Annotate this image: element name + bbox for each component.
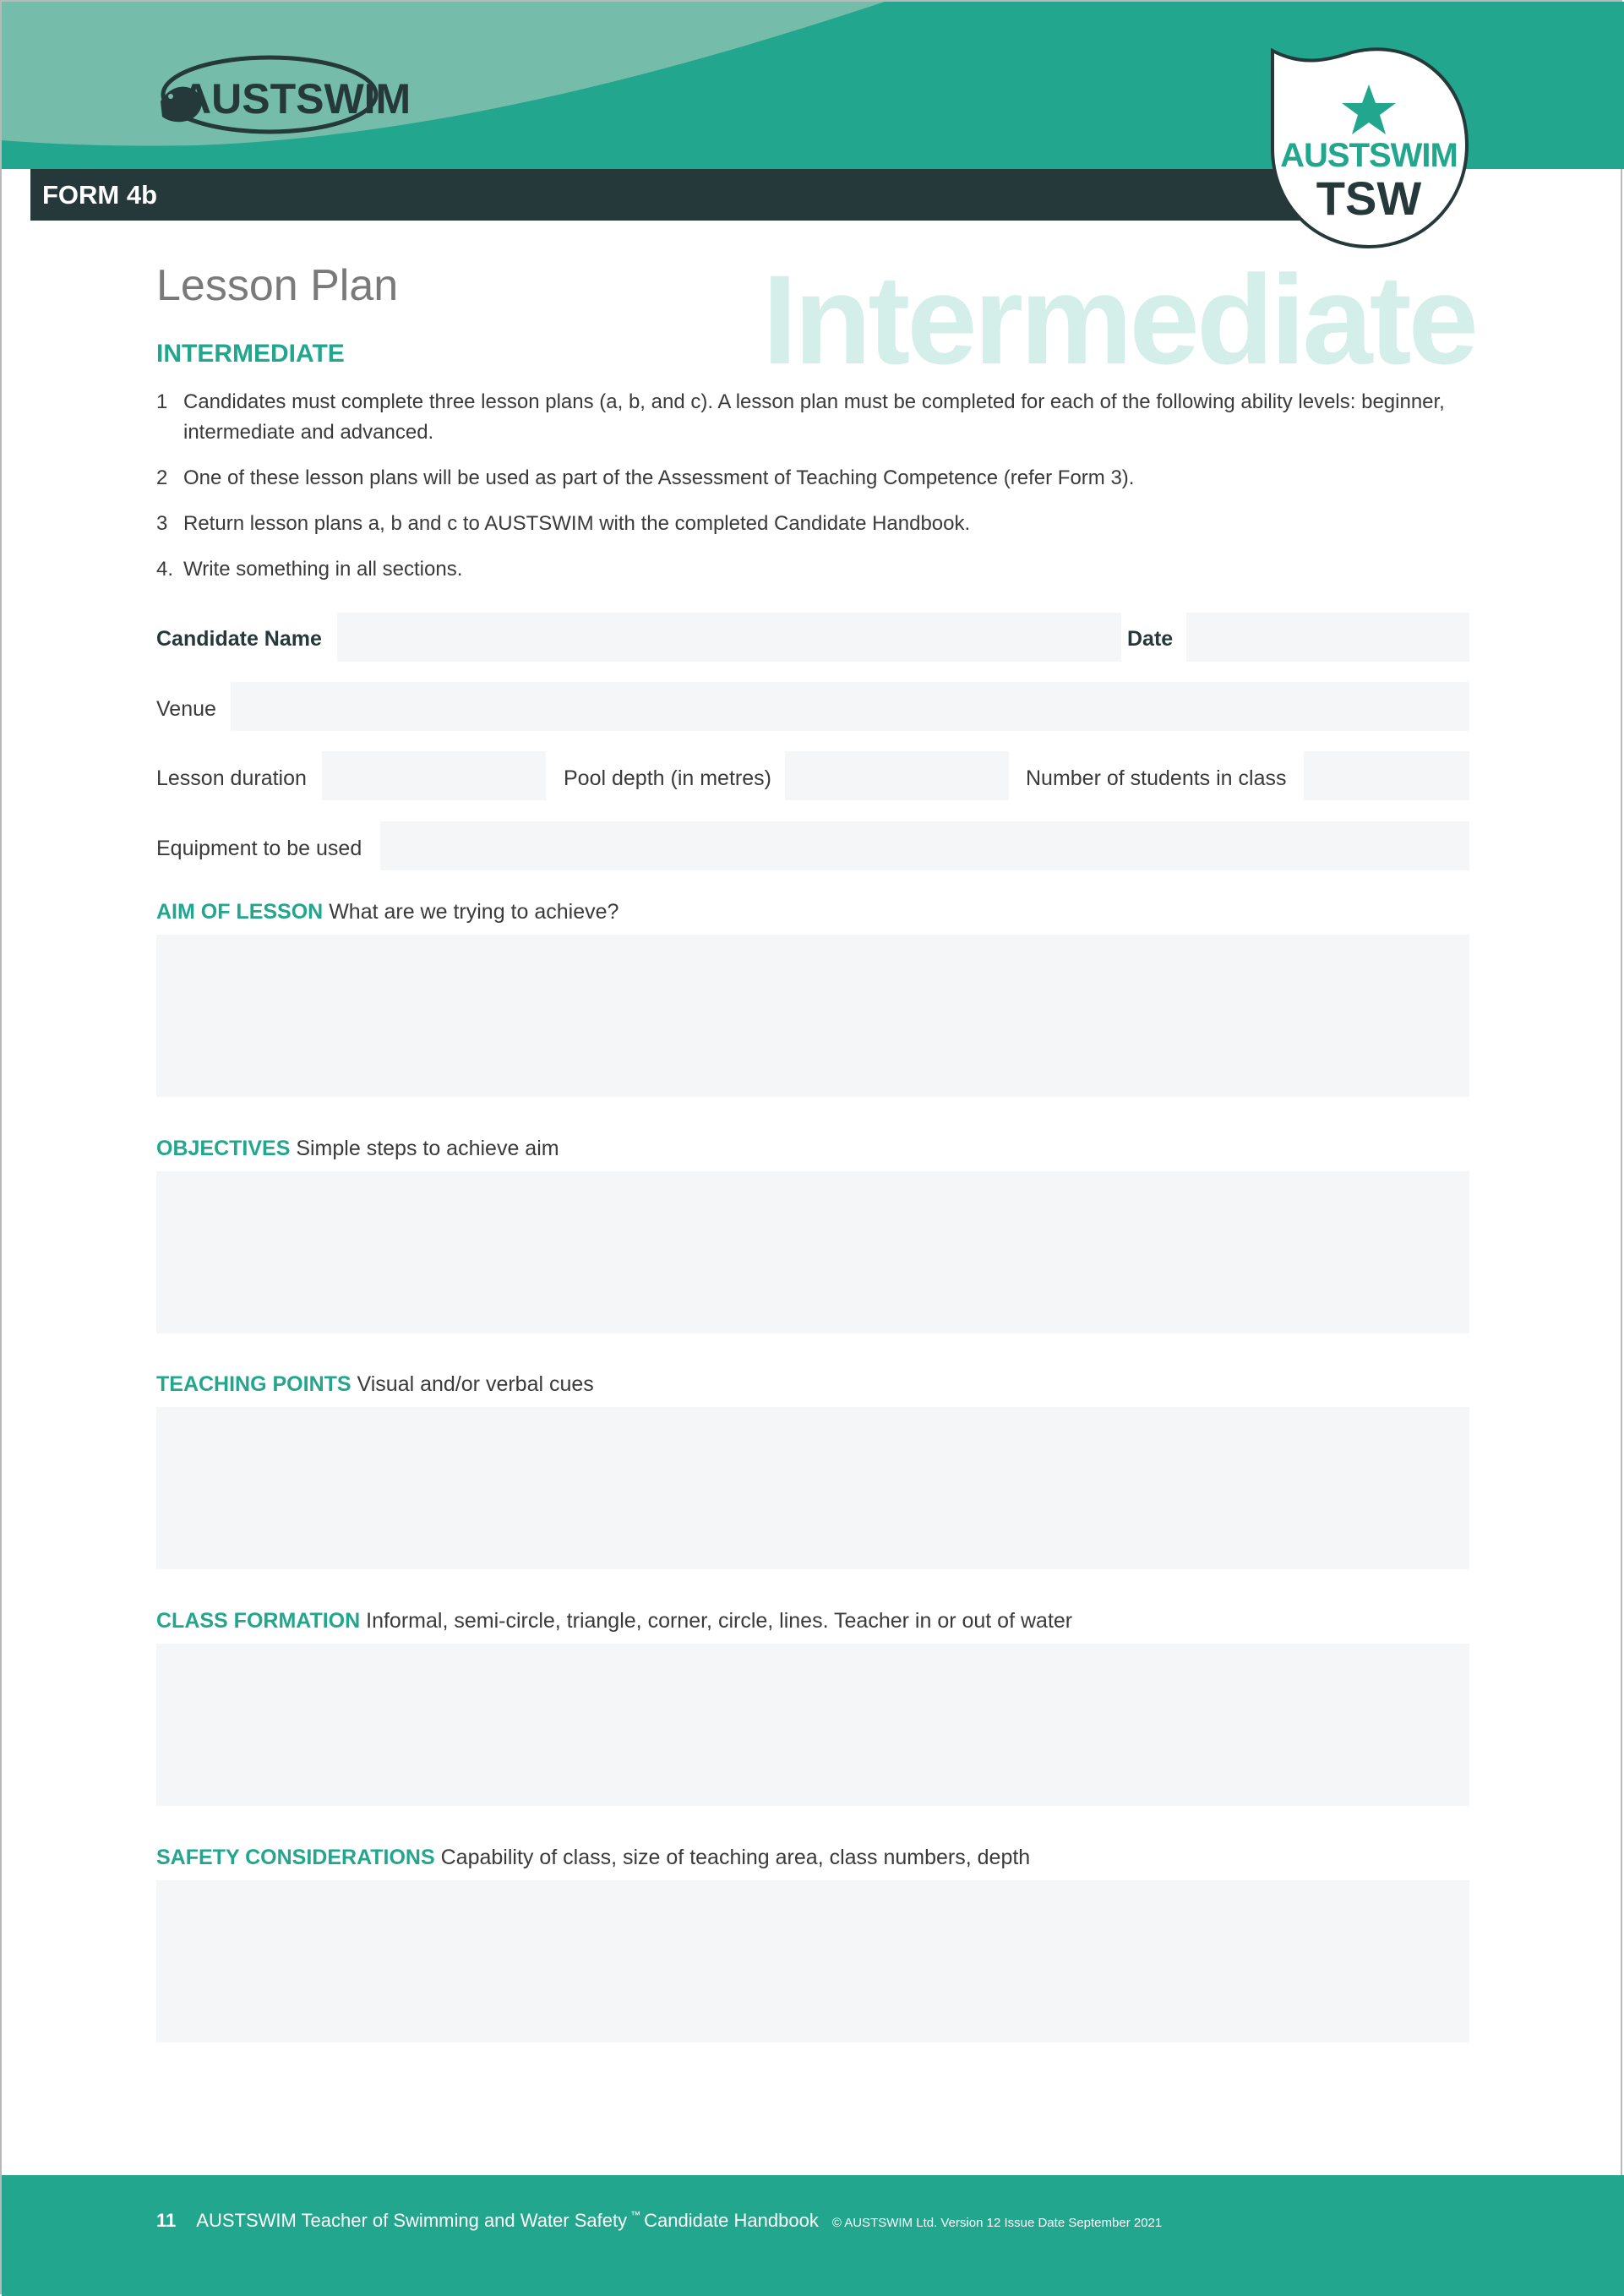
safety-field[interactable]: [156, 1880, 1469, 2042]
teaching-points-heading: [156, 1372, 594, 1397]
class-formation-key: CLASS FORMATION: [156, 1609, 361, 1633]
footer-copyright: © AUSTSWIM Ltd. Version 12 Issue Date September 2021: [831, 2216, 1163, 2230]
teaching-points-key: TEACHING POINTS: [156, 1372, 352, 1396]
austswim-logo: [154, 51, 411, 144]
teaching-points-field[interactable]: [156, 1407, 1469, 1569]
footer: [156, 2210, 1162, 2235]
aim-heading: [156, 900, 619, 924]
objectives-desc: Simple steps to achieve aim: [296, 1137, 559, 1160]
pool-depth-field[interactable]: [785, 751, 1009, 800]
venue-label: Venue: [156, 697, 216, 721]
num-students-field[interactable]: [1304, 751, 1469, 800]
class-formation-field[interactable]: [156, 1644, 1469, 1806]
date-label: Date: [1127, 627, 1174, 651]
safety-desc: Capability of class, size of teaching area, class numbers, depth: [440, 1846, 1031, 1869]
lesson-duration-field[interactable]: [322, 751, 546, 800]
objectives-key: OBJECTIVES: [156, 1137, 291, 1160]
safety-key: SAFETY CONSIDERATIONS: [156, 1846, 435, 1869]
level-watermark: Intermediate: [762, 248, 1475, 390]
instruction-number: 3: [156, 512, 168, 535]
instruction-number: 1: [156, 390, 168, 413]
logo-wordmark: AUSTSWIM: [181, 75, 411, 123]
instruction-item: [156, 554, 1474, 585]
equipment-field[interactable]: [380, 821, 1469, 870]
equipment-label: Equipment to be used: [156, 837, 362, 860]
instruction-text: Candidates must complete three lesson plans (a, b, and c). A lesson plan must be completed for each of the following ability levels: beginner, intermediate and advanced.: [183, 390, 1445, 444]
teaching-points-desc: Visual and/or verbal cues: [357, 1372, 594, 1396]
candidate-name-field[interactable]: [337, 613, 1121, 662]
instruction-number: 4.: [156, 558, 174, 581]
instruction-text: One of these lesson plans will be used as part of the Assessment of Teaching Competence (refer Form 3).: [183, 466, 1135, 489]
class-formation-desc: Informal, semi-circle, triangle, corner, circle, lines. Teacher in or out of water: [366, 1609, 1073, 1633]
footer-title-end: Candidate Handbook: [644, 2210, 819, 2231]
objectives-field[interactable]: [156, 1171, 1469, 1333]
badge-brand: AUSTSWIM: [1280, 137, 1458, 174]
page-number: 11: [156, 2210, 177, 2231]
instruction-number: 2: [156, 466, 168, 489]
aim-desc: What are we trying to achieve?: [329, 900, 619, 924]
instruction-item: [156, 463, 1474, 494]
instruction-item: [156, 387, 1474, 448]
footer-title: AUSTSWIM Teacher of Swimming and Water Safety: [196, 2210, 628, 2231]
aim-field[interactable]: [156, 935, 1469, 1097]
form-label: FORM 4b: [42, 180, 158, 210]
pool-depth-label: Pool depth (in metres): [564, 766, 771, 790]
page-title: Lesson Plan: [156, 261, 399, 310]
date-field[interactable]: [1186, 613, 1469, 662]
class-formation-heading: [156, 1609, 1072, 1633]
form-bar: [30, 169, 1315, 221]
level-subtitle: INTERMEDIATE: [156, 340, 345, 368]
trademark-mark: ™: [630, 2209, 641, 2221]
footer-band: [2, 2175, 1624, 2296]
num-students-label: Number of students in class: [1026, 766, 1287, 790]
safety-heading: [156, 1846, 1030, 1870]
instruction-text: Return lesson plans a, b and c to AUSTSWIM with the completed Candidate Handbook.: [183, 512, 971, 535]
instruction-item: [156, 509, 1474, 539]
lesson-duration-label: Lesson duration: [156, 766, 307, 790]
candidate-name-label: Candidate Name: [156, 627, 322, 651]
objectives-heading: [156, 1137, 559, 1161]
instruction-text: Write something in all sections.: [183, 558, 463, 581]
venue-field[interactable]: [231, 682, 1469, 731]
aim-key: AIM OF LESSON: [156, 900, 324, 924]
badge-code: TSW: [1316, 172, 1422, 225]
instructions-list: [156, 387, 1474, 600]
